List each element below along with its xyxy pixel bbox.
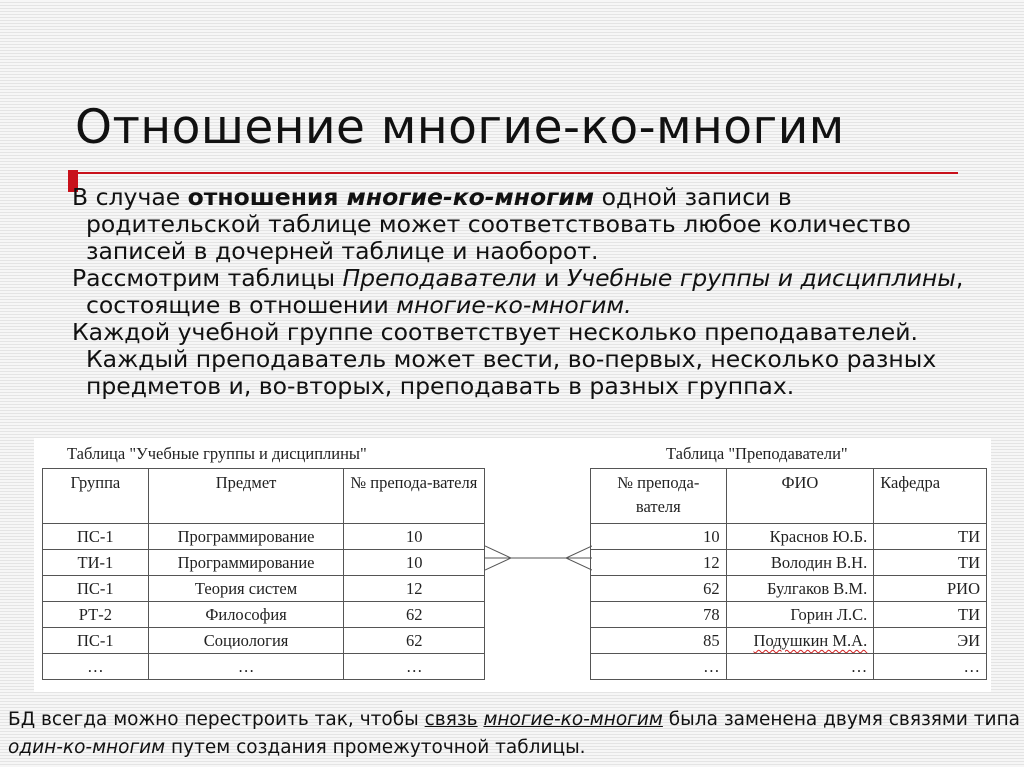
header-cell: ФИО xyxy=(726,469,874,524)
department-cell: РИО xyxy=(874,576,987,602)
term-italic-underlined: многие-ко-многим xyxy=(483,709,663,730)
teacher-no-cell: 78 xyxy=(591,602,727,628)
groups-table xyxy=(42,468,485,680)
header-cell: № препода-вателя xyxy=(591,469,727,524)
table-header-row xyxy=(591,469,987,524)
department-cell: ТИ xyxy=(874,524,987,550)
teacher-no-cell: 12 xyxy=(344,576,485,602)
teacher-no-cell: 85 xyxy=(591,628,727,654)
paragraph-sentence-2 xyxy=(72,264,966,319)
table-row xyxy=(43,654,485,680)
subject-cell: Программирование xyxy=(148,524,344,550)
table-row xyxy=(591,550,987,576)
table-row xyxy=(591,576,987,602)
teacher-no-cell: 10 xyxy=(344,524,485,550)
term-italic: Преподаватели xyxy=(342,264,537,292)
header-cell: Группа xyxy=(43,469,149,524)
table-row xyxy=(43,524,485,550)
teacher-no-cell: 62 xyxy=(344,628,485,654)
department-cell: … xyxy=(874,654,987,680)
many-to-many-connector xyxy=(485,538,592,578)
title-underline xyxy=(68,172,958,174)
table-row xyxy=(43,602,485,628)
department-cell: ТИ xyxy=(874,550,987,576)
text-run: и xyxy=(536,264,567,292)
header-cell: Кафедра xyxy=(874,469,987,524)
department-cell: ТИ xyxy=(874,602,987,628)
group-cell: ТИ-1 xyxy=(43,550,149,576)
fio-cell: Володин В.Н. xyxy=(726,550,874,576)
text-run: , состоящие в отношении xyxy=(86,264,964,319)
main-paragraph xyxy=(72,183,966,400)
teacher-no-cell: 10 xyxy=(591,524,727,550)
group-cell: РТ-2 xyxy=(43,602,149,628)
subject-cell: … xyxy=(148,654,344,680)
header-cell: № препода-вателя xyxy=(344,469,485,524)
teacher-no-cell: 62 xyxy=(344,602,485,628)
tables-figure xyxy=(34,438,991,692)
bottom-note xyxy=(8,706,1024,762)
fio-cell: Булгаков В.М. xyxy=(726,576,874,602)
teacher-no-cell: 62 xyxy=(591,576,727,602)
paragraph-sentence-3: Каждой учебной группе соответствует несколько преподавателей. Каждый преподаватель может вести, во-первых, несколько разных предметов и, во-вторых, преподавать в разных группах. xyxy=(72,318,937,400)
group-cell: ПС-1 xyxy=(43,576,149,602)
teacher-no-cell: … xyxy=(344,654,485,680)
slide-title: Отношение многие-ко-многим xyxy=(75,100,845,155)
table-row xyxy=(591,628,987,654)
table-row xyxy=(591,524,987,550)
subject-cell: Социология xyxy=(148,628,344,654)
fio-cell: Подушкин М.А. xyxy=(726,628,874,654)
text-run: была заменена двумя связями типа xyxy=(662,709,1021,730)
table-row xyxy=(591,654,987,680)
term-bold-italic: многие-ко-многим xyxy=(346,183,595,211)
text-run: БД всегда можно перестроить так, чтобы xyxy=(8,709,425,730)
group-cell: … xyxy=(43,654,149,680)
subject-cell: Программирование xyxy=(148,550,344,576)
table-row xyxy=(591,602,987,628)
teachers-table xyxy=(590,468,987,680)
teacher-no-cell: 10 xyxy=(344,550,485,576)
teachers-table-caption: Таблица "Преподаватели" xyxy=(666,444,848,463)
header-cell: Предмет xyxy=(148,469,344,524)
text-run: Рассмотрим таблицы xyxy=(72,264,343,292)
subject-cell: Теория систем xyxy=(148,576,344,602)
fio-cell: Горин Л.С. xyxy=(726,602,874,628)
teacher-no-cell: … xyxy=(591,654,727,680)
table-row xyxy=(43,628,485,654)
teacher-no-cell: 12 xyxy=(591,550,727,576)
groups-table-caption: Таблица "Учебные группы и дисциплины" xyxy=(67,444,367,463)
term-italic: один-ко-многим xyxy=(8,737,166,758)
term-italic: многие-ко-многим. xyxy=(396,291,632,319)
table-row xyxy=(43,550,485,576)
table-header-row xyxy=(43,469,485,524)
fio-cell: Краснов Ю.Б. xyxy=(726,524,874,550)
text-run: путем создания промежуточной таблицы. xyxy=(165,737,586,758)
subject-cell: Философия xyxy=(148,602,344,628)
group-cell: ПС-1 xyxy=(43,524,149,550)
group-cell: ПС-1 xyxy=(43,628,149,654)
fio-cell: … xyxy=(726,654,874,680)
paragraph-sentence-1 xyxy=(72,183,966,265)
term-bold: отношения xyxy=(187,183,347,211)
department-cell: ЭИ xyxy=(874,628,987,654)
table-row xyxy=(43,576,485,602)
text-run: одной записи в родительской таблице может соответствовать любое количество записей в дочерней таблице и наоборот. xyxy=(86,183,911,265)
term-underlined: связь xyxy=(424,709,478,730)
term-italic: Учебные группы и дисциплины xyxy=(566,264,956,292)
text-run: В случае xyxy=(72,183,188,211)
